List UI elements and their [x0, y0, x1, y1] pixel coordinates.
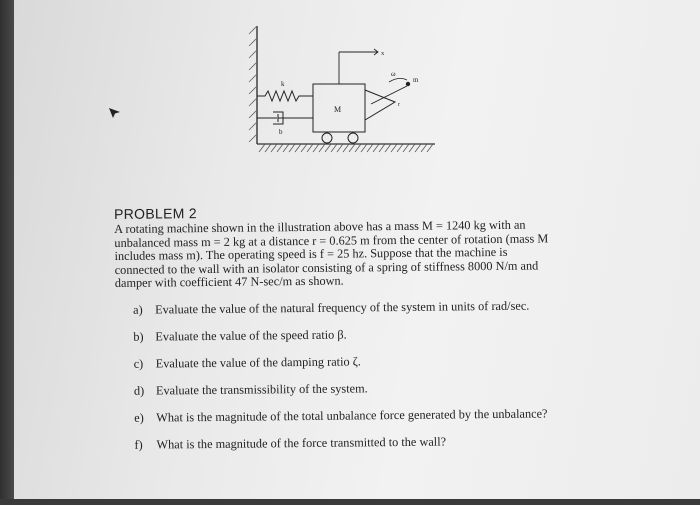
problem-heading: PROBLEM 2 [113, 205, 198, 222]
paragraph-line: A rotating machine shown in the illustration above has a mass M = 1240 kg with an [114, 217, 526, 236]
left-edge-shadow [0, 0, 14, 505]
question-item [134, 379, 604, 398]
ground-hatch [257, 144, 435, 152]
damper-icon [257, 112, 313, 124]
mass-label: M [334, 105, 342, 114]
question-item [134, 352, 604, 371]
damper-label: b [279, 128, 283, 136]
question-text: What is the magnitude of the total unbalance force generated by the unbalance? [156, 406, 548, 425]
displacement-label: x [381, 50, 385, 57]
unbalanced-mass-icon [406, 82, 410, 86]
question-text: Evaluate the value of the natural frequency of the system in units of rad/sec. [155, 298, 530, 317]
paragraph-line: unbalanced mass m = 2 kg at a distance r = 0.625 m from the center of rotation (mass M [114, 231, 549, 250]
rotation-arrow-icon [389, 78, 407, 82]
question-item [133, 298, 603, 317]
machine-diagram [243, 20, 443, 156]
question-item [133, 325, 603, 344]
radius-label: r [398, 102, 400, 108]
question-label: c) [133, 356, 144, 371]
displacement-arrow-icon [339, 49, 378, 84]
question-item [134, 433, 604, 452]
bottom-edge-shadow [0, 499, 700, 505]
question-item [134, 406, 604, 425]
omega-label: ω [391, 70, 396, 78]
question-text: Evaluate the value of the speed ratio β. [155, 327, 347, 344]
wheel-right [348, 133, 358, 143]
paragraph-line: connected to the wall with an isolator consisting of a spring of stiffness 8000 N/m and [114, 258, 539, 277]
unbalance-label: m [413, 76, 419, 84]
question-label: d) [133, 383, 145, 398]
spring-label: k [281, 80, 285, 88]
question-label: b) [133, 329, 144, 344]
spring-icon [257, 91, 313, 101]
wheel-left [322, 133, 332, 143]
problem-paragraph [114, 218, 603, 291]
question-label: f) [134, 437, 143, 452]
question-label: a) [133, 302, 143, 317]
question-text: What is the magnitude of the force transmitted to the wall? [156, 434, 447, 452]
wall [249, 26, 257, 144]
question-text: Evaluate the value of the damping ratio ζ. [155, 354, 361, 371]
paragraph-line: includes mass m). The operating speed is f = 25 hz. Suppose that the machine is [114, 245, 508, 264]
question-label: e) [134, 410, 144, 425]
mouse-pointer-icon [108, 106, 122, 120]
question-list [133, 298, 605, 452]
paragraph-line: damper with coefficient 47 N-sec/m as shown. [114, 273, 344, 291]
question-text: Evaluate the transmissibility of the system. [155, 381, 368, 398]
problem-text [112, 201, 605, 465]
